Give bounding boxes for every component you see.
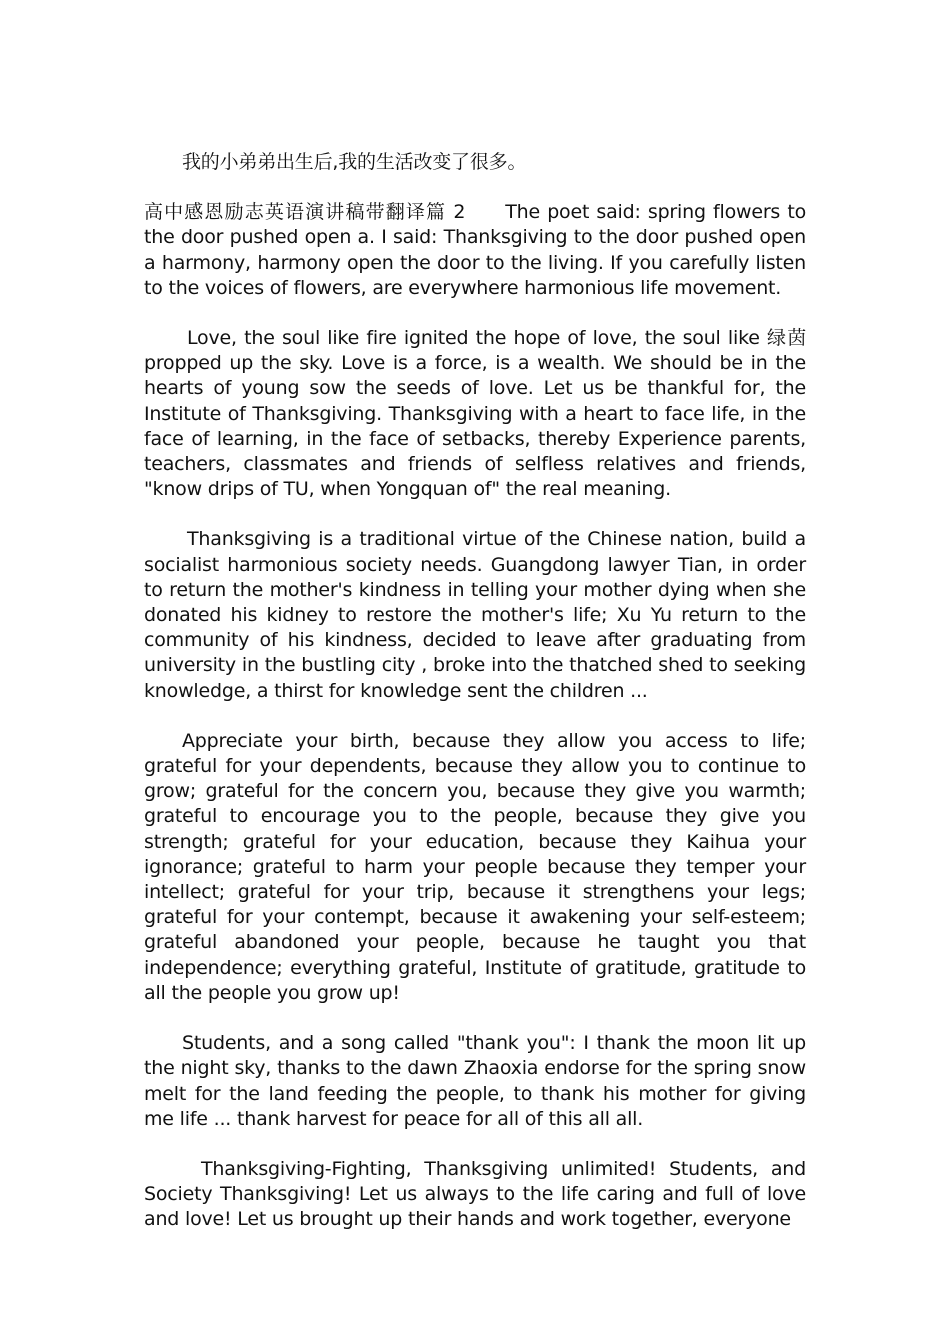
intro-line: 我的小弟弟出生后,我的生活改变了很多。	[182, 151, 527, 173]
section-heading: 高中感恩励志英语演讲稿带翻译篇 2	[144, 201, 466, 224]
section-paragraph-1	[144, 200, 806, 301]
paragraph-thanksgiving-fighting: Thanksgiving-Fighting, Thanksgiving unlimited! Students, and Society Thanksgiving! Let us always to the life caring and full of love and love! Let us brought up their hands and work together, everyone	[144, 1157, 806, 1231]
document-body	[144, 150, 806, 1258]
paragraph-virtue: Thanksgiving is a traditional virtue of the Chinese nation, build a socialist harmonious society needs. Guangdong lawyer Tian, in order to return the mother's kindness in telling your mother dying when she donated his kidney to restore the mother's life; Xu Yu return to the community of his kindness, decided to leave after graduating from university in the bustling city , broke into the thatched shed to seeking knowledge, a thirst for knowledge sent the children ...	[144, 528, 806, 702]
paragraph-text: The poet said: spring flowers to the door pushed open a. I said: Thanksgiving to the door pushed open a harmony, harmony open the door to the living. If you carefully listen to the voices of flowers, are everywhere harmonious life movement.	[144, 201, 806, 299]
paragraph-appreciate: Appreciate your birth, because they allow you access to life; grateful for your dependents, because they allow you to continue to grow; grateful for the concern you, because they give you warmth; grateful to encourage you to the people, because they give you strength; grateful for your education, because they Kaihua your ignorance; grateful to harm your people because they temper your intellect; grateful for your trip, because it strengthens your legs; grateful for your contempt, because it awakening your self-esteem; grateful abandoned your people, because he taught you that independence; everything grateful, Institute of gratitude, gratitude to all the people you grow up!	[144, 729, 806, 1004]
paragraph-love: Love, the soul like fire ignited the hope of love, the soul like 绿茵 propped up the sky. Love is a force, is a wealth. We should be in the hearts of young sow the seeds of love. Let us be thankful for, the Institute of Thanksgiving. Thanksgiving with a heart to face life, in the face of learning, in the face of setbacks, thereby Experience parents, teachers, classmates and friends of selfless relatives and friends, "know drips of TU, when Yongquan of" the real meaning.	[144, 327, 806, 501]
paragraph-students-song: Students, and a song called "thank you": I thank the moon lit up the night sky, thanks to the dawn Zhaoxia endorse for the spring snow melt for the land feeding the people, to thank his mother for giving me life ... thank harvest for peace for all of this all all.	[144, 1032, 806, 1130]
